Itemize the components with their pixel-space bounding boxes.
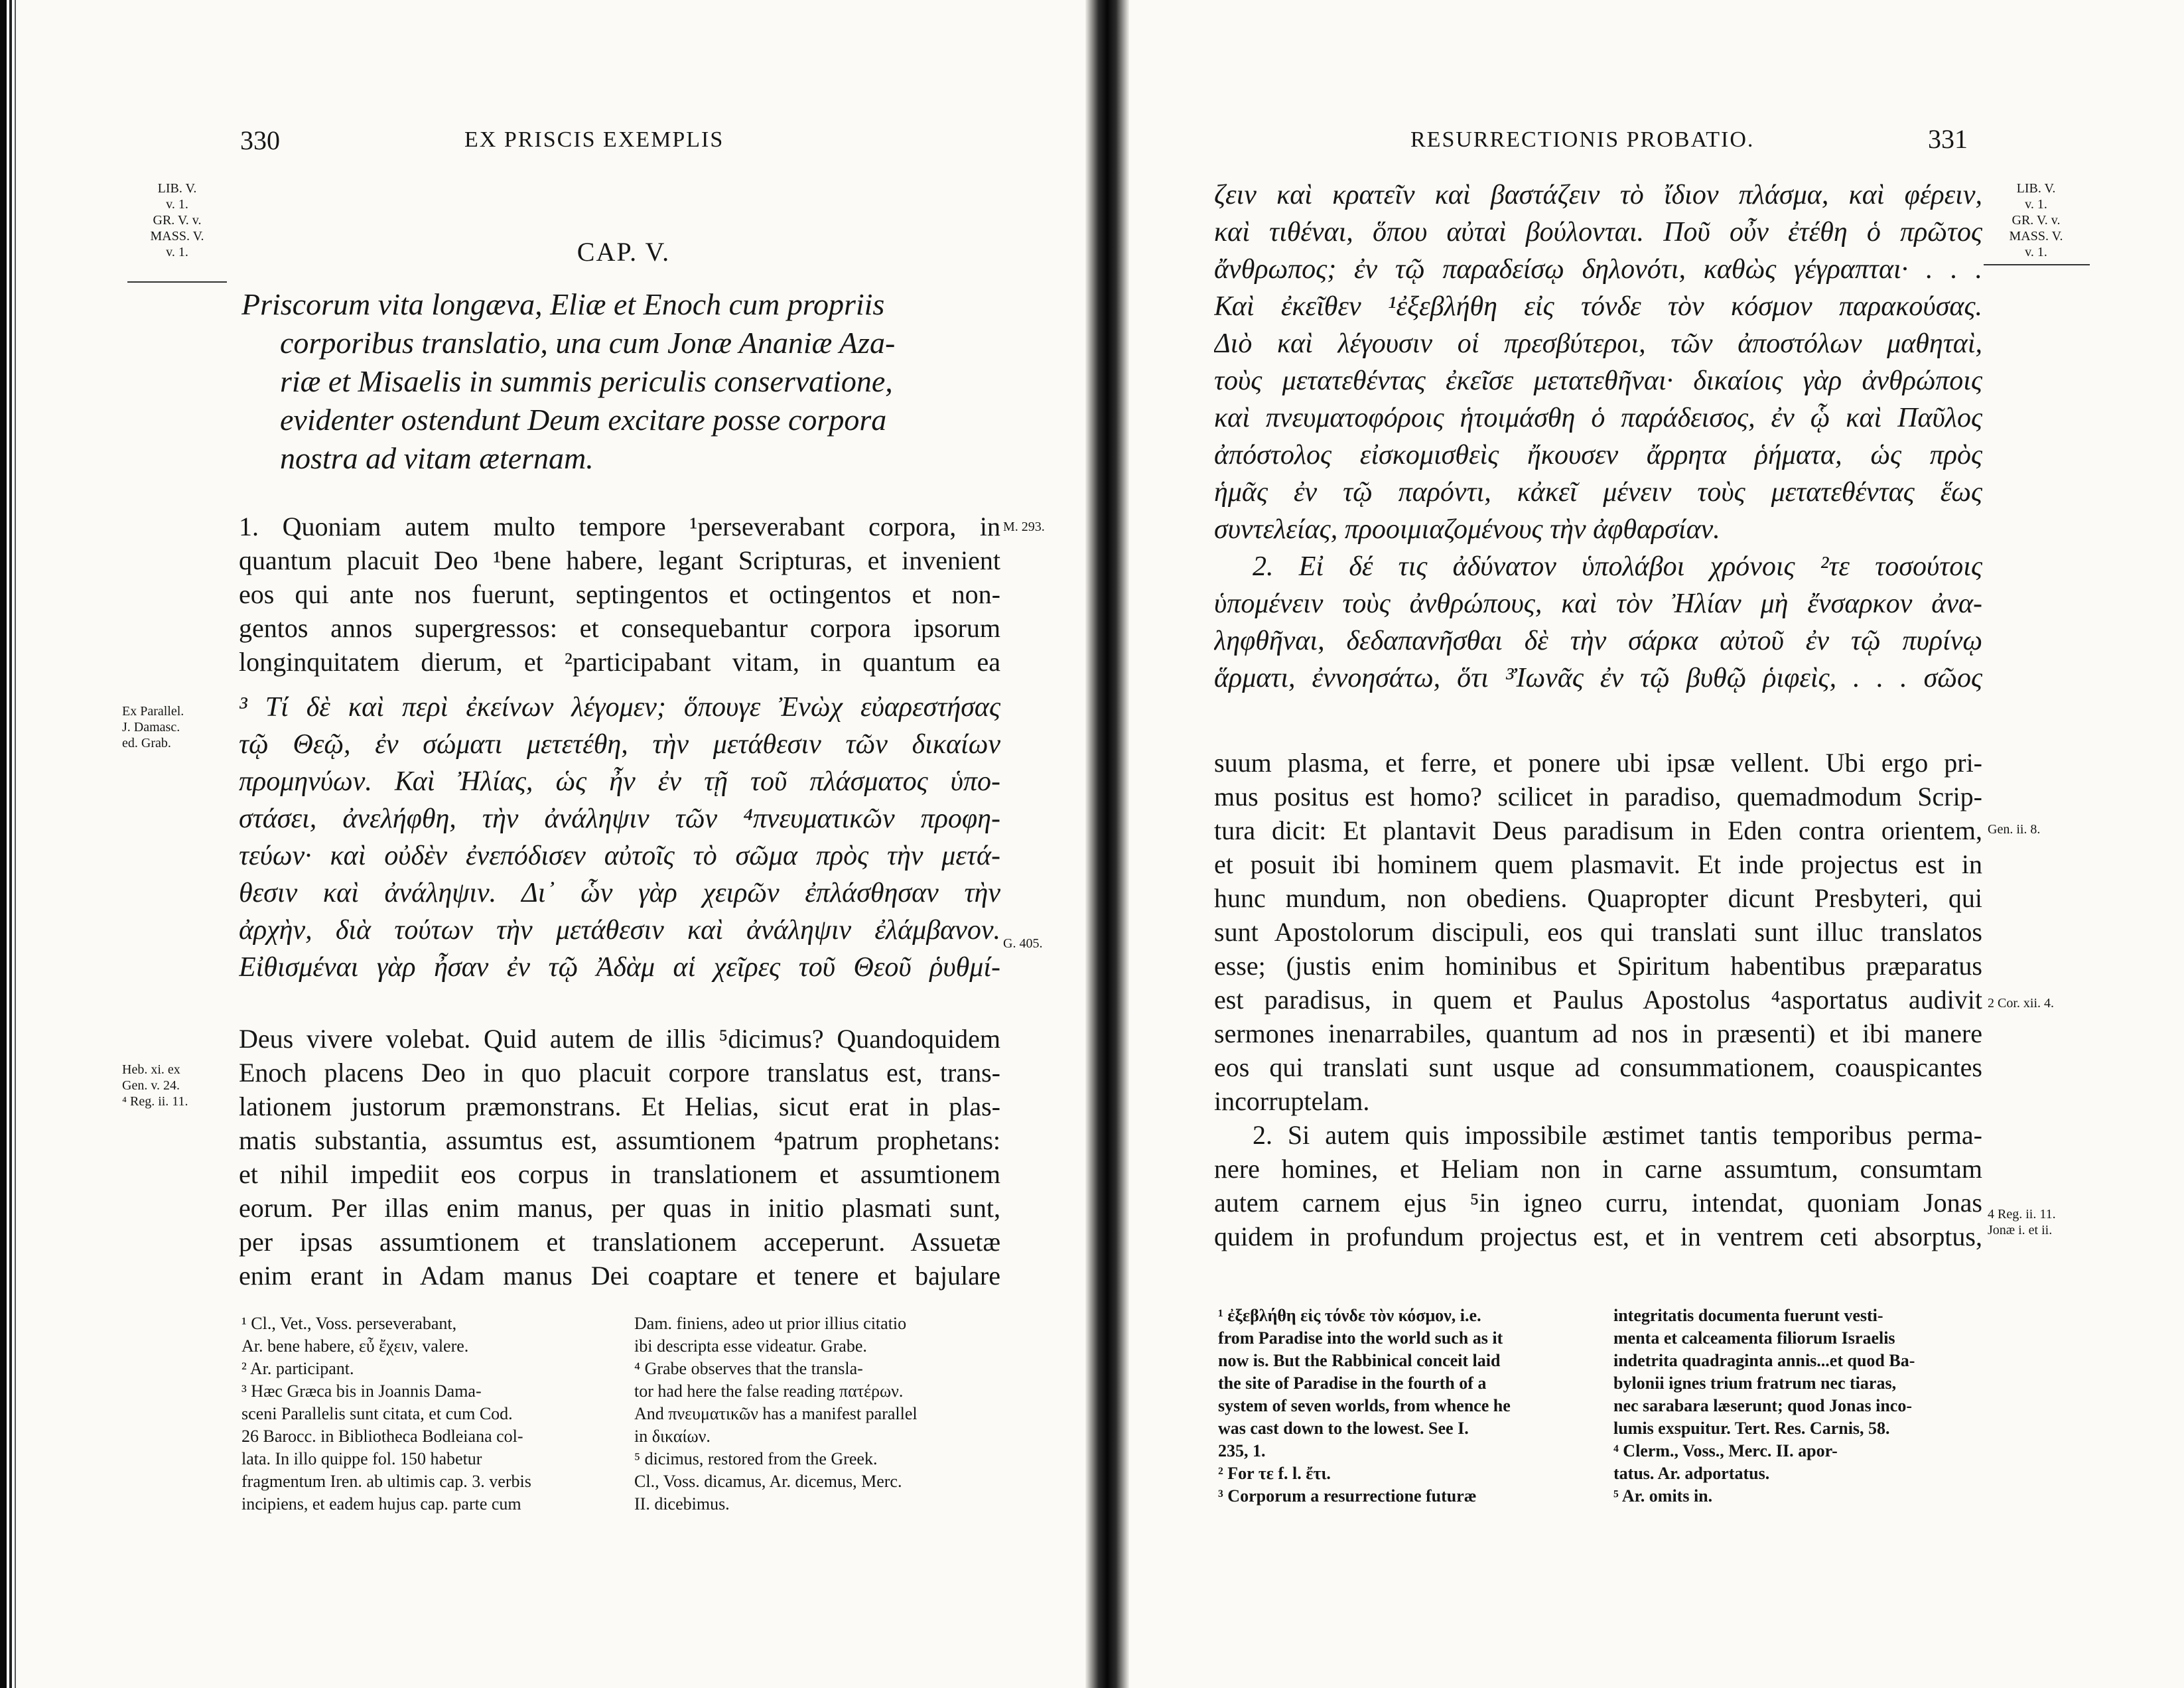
margin-reference-parallels: Ex Parallel. J. Damasc. ed. Grab. (122, 704, 184, 750)
page-number: 330 (240, 125, 280, 155)
margin-reference-corinthians: 2 Cor. xii. 4. (1988, 996, 2055, 1011)
margin-reference-grabe: G. 405. (1003, 936, 1043, 951)
latin-paragraph-continued: Deus vivere volebat. Quid autem de illis ⁵dicimus? Quandoquidem Enoch placens Deo in quo placuit corpore translatus est, trans- lationem justorum præmonstrans. Et Helias, sicut erat in plas- matis substantia, assumtus est, assumtionem ⁴patrum prophetans: et nihil impediit eos corpus in translationem et assumtionem eorum. Per illas enim manus, per quas in initio plasmati sunt, per ipsas assumtionem et translationem acceperunt. Assuetæ enim erant in Adam manus Dei coaptare et tenere et bajulare (239, 1024, 1000, 1291)
margin-reference-kings-jonah: 4 Reg. ii. 11. Jonæ i. et ii. (1988, 1207, 2056, 1237)
margin-rule (1984, 264, 2090, 265)
running-head: EX PRISCIS EXEMPLIS (464, 127, 724, 152)
footnotes-column-2: Dam. finiens, adeo ut prior illius citatio ibi descripta esse videatur. Grabe. ⁴ Grabe observes that the transla- tor had here the false reading πατέρων. And πνευματικῶν has a manifest parallel in δικαίων. ⁵ dicimus, restored from the Greek. Cl., Voss. dicamus, Ar. dicemus, Merc. II. dicebimus. (634, 1314, 918, 1513)
margin-reference-top: LIB. V. v. 1. GR. V. v. MASS. V. v. 1. (150, 181, 204, 259)
margin-reference-top: LIB. V. v. 1. GR. V. v. MASS. V. v. 1. (2009, 181, 2063, 259)
footnotes-column-1: ¹ ἐξεβλήθη εἰς τόνδε τὸν κόσμον, i.e. from Paradise into the world such as it now is. But the Rabbinical conceit laid the site of Paradise in the fourth of a system of seven worlds, from whence he was cast down to the lowest. See I. 235, 1. ² For τε f. l. ἔτι. ³ Corporum a resurrectione futuræ (1218, 1306, 1511, 1506)
greek-continuation: ζειν καὶ κρατεῖν καὶ βαστάζειν τὸ ἴδιον πλάσμα, καὶ φέρειν, καὶ τιθέναι, ὅπου αὐταὶ βούλονται. Ποῦ οὖν ἐτέθη ὁ πρῶτος ἄνθρωπος; ἐν τῷ παραδείσῳ δηλονότι, καθὼς γέγραπται· . . . Καὶ ἐκεῖθεν ¹ἐξεβλήθη εἰς τόνδε τὸν κόσμον παρακούσας. Διὸ καὶ λέγουσιν οἱ πρεσβύτεροι, τῶν ἀποστόλων μαθηταὶ, τοὺς μετατεθέντας ἐκεῖσε μετατεθῆναι· δικαίοις γὰρ ἀνθρώποις καὶ πνευματοφόροις ἡτοιμάσθη ὁ παράδεισος, ἐν ᾧ καὶ Παῦλος ἀπόστολος εἰσκομισθεὶς ἤκουσεν ἄρρητα ῥήματα, ὡς πρὸς ἡμᾶς ἐν τῷ παρόντι, κἀκεῖ μένειν τοὺς μετατεθέντας ἕως συντελείας, προοιμιαζομένους τὴν ἀφθαρσίαν. 2. Εἰ δέ τις ἀδύνατον ὑπολάβοι χρόνοις ²τε τοσούτοις ὑπομένειν τοὺς ἀνθρώπους, καὶ τὸν Ἠλίαν μὴ ἔνσαρκον ἀνα- ληφθῆναι, δεδαπανῆσθαι δὲ τὴν σάρκα αὐτοῦ ἐν τῷ πυρίνῳ ἅρματι, ἐννοησάτω, ὅτι ³Ἰωνᾶς ἐν τῷ βυθῷ ῥιφεὶς, . . . σῶος (1214, 180, 1982, 693)
book-gutter (1085, 0, 1129, 1688)
page-number: 331 (1928, 124, 1968, 154)
margin-rule (127, 281, 227, 283)
left-page (0, 0, 1088, 1688)
margin-reference-massuet: M. 293. (1003, 520, 1045, 534)
latin-paragraph-1: 1. Quoniam autem multo tempore ¹perseverabant corpora, in quantum placuit Deo ¹bene habere, legant Scripturas, et invenient eos qui ante nos fuerunt, septingentos et octingentos et non- gentos annos supergressos: et consequebantur corpora ipsorum longinquitatem dierum, et ²participabant vitam, in quantum ea (239, 512, 1000, 677)
running-head: RESURRECTIONIS PROBATIO. (1410, 127, 1755, 152)
page-edge (0, 0, 28, 1688)
footnotes-column-1: ¹ Cl., Vet., Voss. perseverabant, Ar. bene habere, εὖ ἔχειν, valere. ² Ar. participant. ³ Hæc Græca bis in Joannis Dama- sceni Parallelis sunt citata, et cum Cod. 26 Barocc. in Bibliotheca Bodleiana col- lata. In illo quippe fol. 150 habetur fragmentum Iren. ab ultimis cap. 3. verbis incipiens, et eadem hujus cap. parte cum (241, 1314, 531, 1513)
chapter-abstract: Priscorum vita longæva, Eliæ et Enoch cum propriis corporibus translatio, una cum Jonæ Ananiæ Aza- riæ et Misaelis in summis periculis conservatione, evidenter ostendunt Deum excitare posse corpora nostra ad vitam æternam. (241, 287, 896, 475)
right-page (1128, 0, 2184, 1688)
latin-translation: suum plasma, et ferre, et ponere ubi ipsæ vellent. Ubi ergo pri- mus positus est homo? scilicet in paradiso, quemadmodum Scrip- tura dicit: Et plantavit Deus paradisum in Eden contra orientem, et posuit ibi hominem quem plasmavit. Et inde projectus est in hunc mundum, non obediens. Quapropter dicunt Presbyteri, qui sunt Apostolorum discipuli, eos qui translati sunt illuc translatos esse; (justis enim hominibus et Spiritum habentibus præparatus est paradisus, in quem et Paulus Apostolus ⁴asportatus audivit sermones inenarrabiles, quantum ad nos in præsenti) et ibi manere eos qui translati sunt usque ad consummationem, coauspicantes incorruptelam. 2. Si autem quis impossibile æstimet tantis temporibus perma- nere homines, et Heliam non in carne assumtum, consumtam autem carnem ejus ⁵in igneo curru, intendat, quoniam Jonas quidem in profundum projectus est, et in ventrem ceti absorptus, (1214, 748, 1982, 1251)
chapter-heading: CAP. V. (577, 237, 671, 267)
greek-fragment: ³ Τί δὲ καὶ περὶ ἐκείνων λέγομεν; ὅπουγε Ἐνὼχ εὐαρεστήσας τῷ Θεῷ, ἐν σώματι μετετέθη, τὴν μετάθεσιν τῶν δικαίων προμηνύων. Καὶ Ἠλίας, ὡς ἦν ἐν τῇ τοῦ πλάσματος ὑπο- στάσει, ἀνελήφθη, τὴν ἀνάληψιν τῶν ⁴πνευματικῶν προφη- τεύων· καὶ οὐδὲν ἐνεπόδισεν αὐτοῖς τὸ σῶμα πρὸς τὴν μετά- θεσιν καὶ ἀνάληψιν. Δι᾽ ὧν γὰρ χειρῶν ἐπλάσθησαν τὴν ἀρχὴν, διὰ τούτων τὴν μετάθεσιν καὶ ἀνάληψιν ἐλάμβανον. Εἰθισμέναι γὰρ ἦσαν ἐν τῷ Ἀδὰμ αἱ χεῖρες τοῦ Θεοῦ ῥυθμί- (239, 692, 1000, 983)
margin-reference-scripture: Heb. xi. ex Gen. v. 24. ⁴ Reg. ii. 11. (122, 1062, 188, 1109)
footnotes-column-2: integritatis documenta fuerunt vesti- menta et calceamenta filiorum Israelis indetrita quadraginta annis...et quod Ba- bylonii ignes trium fratrum nec tiaras, nec sarabara læserunt; quod Jonas inco- lumis exspuitur. Tert. Res. Carnis, 58. ⁴ Clerm., Voss., Merc. II. apor- tatus. Ar. adportatus. ⁵ Ar. omits in. (1613, 1306, 1915, 1506)
margin-reference-genesis: Gen. ii. 8. (1988, 822, 2041, 837)
